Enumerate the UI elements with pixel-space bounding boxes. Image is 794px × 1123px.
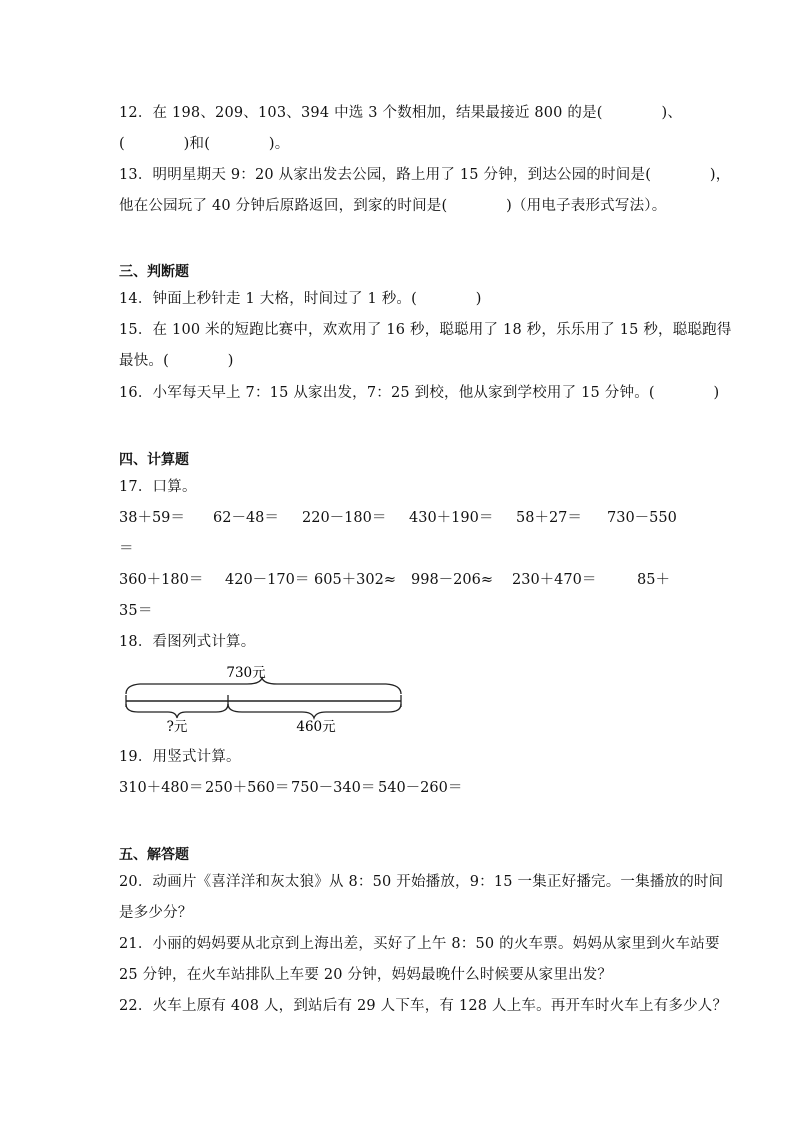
diagram-part2-label: 460元 xyxy=(296,719,336,735)
q20-line2: 是多少分？ xyxy=(119,905,193,921)
q20-line1: 20．动画片《喜洋洋和灰太狼》从 8：50 开始播放，9：15 一集正好播完。一集播放的时间 xyxy=(119,874,724,890)
q17-item: 420－170＝ xyxy=(225,572,310,588)
q16-line1: 16．小军每天早上 7：15 从家出发，7：25 到校，他从家到学校用了 15 分钟。( ) xyxy=(119,385,720,401)
q17-item: 605＋302≈ xyxy=(314,572,397,588)
q17-row1 xyxy=(119,508,719,528)
q17-item: 38＋59＝ xyxy=(119,510,185,526)
q19-item: 750－340＝ xyxy=(291,780,376,796)
section-title-answer: 五、解答题 xyxy=(119,847,189,863)
section-title-judgement: 三、判断题 xyxy=(119,264,189,280)
q19-row xyxy=(119,778,519,798)
q17-item: 998－206≈ xyxy=(411,572,494,588)
q21-line1: 21．小丽的妈妈要从北京到上海出差，买好了上午 8：50 的火车票。妈妈从家里到火车站要 xyxy=(119,936,720,952)
q17-row1-wrap: ＝ xyxy=(119,541,134,557)
q12-line2: ( )和( )。 xyxy=(119,136,290,152)
q17-item: 220－180＝ xyxy=(302,510,387,526)
q17-item: 58＋27＝ xyxy=(516,510,582,526)
q21-line2: 25 分钟，在火车站排队上车要 20 分钟，妈妈最晚什么时候要从家里出发？ xyxy=(119,967,613,983)
q14-line1: 14．钟面上秒针走 1 大格，时间过了 1 秒。( ) xyxy=(119,291,482,307)
q13-line2: 他在公园玩了 40 分钟后原路返回，到家的时间是( )（用电子表形式写法）。 xyxy=(119,198,667,214)
q15-line2: 最快。( ) xyxy=(119,353,234,369)
q17-item: 730－550 xyxy=(607,510,677,526)
q17-title: 17．口算。 xyxy=(119,479,197,495)
q19-item: 250＋560＝ xyxy=(205,780,290,796)
q17-item: 430＋190＝ xyxy=(409,510,494,526)
q17-item: 360＋180＝ xyxy=(119,572,204,588)
q17-row2 xyxy=(119,570,719,590)
q22-line1: 22．火车上原有 408 人，到站后有 29 人下车，有 128 人上车。再开车时火车上有多少人？ xyxy=(119,998,728,1014)
total-brace xyxy=(126,678,401,694)
q18-title: 18．看图列式计算。 xyxy=(119,634,256,650)
q13-line1: 13．明明星期天 9：20 从家出发去公园，路上用了 15 分钟，到达公园的时间是( )， xyxy=(119,167,731,183)
q19-item: 310＋480＝ xyxy=(119,780,204,796)
diagram-part1-label: ?元 xyxy=(166,719,188,735)
q17-item: 62－48＝ xyxy=(213,510,279,526)
q17-item: 85＋ xyxy=(637,572,670,588)
part2-brace xyxy=(228,704,401,718)
q17-item: 230＋470＝ xyxy=(512,572,597,588)
q12-line1: 12．在 198、209、103、394 中选 3 个数相加，结果最接近 800 的是( )、 xyxy=(119,105,683,121)
q17-row2-wrap: 35＝ xyxy=(119,603,153,619)
q18-brace-diagram xyxy=(120,660,410,740)
q15-line1: 15．在 100 米的短跑比赛中，欢欢用了 16 秒，聪聪用了 18 秒，乐乐用了 15 秒，聪聪跑得 xyxy=(119,322,732,338)
q19-title: 19．用竖式计算。 xyxy=(119,749,241,765)
part1-brace xyxy=(126,704,228,718)
diagram-total-label: 730元 xyxy=(226,665,266,681)
section-title-calculation: 四、计算题 xyxy=(119,452,189,468)
q19-item: 540－260＝ xyxy=(378,780,463,796)
